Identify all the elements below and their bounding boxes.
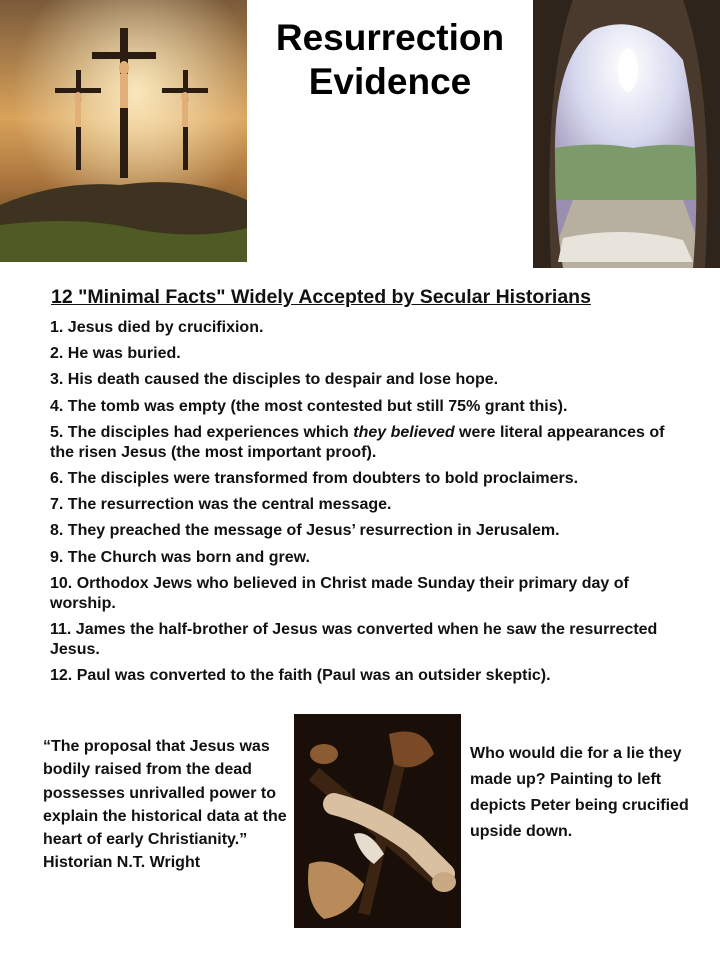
crucifixion-image	[0, 0, 247, 262]
fact-item: 12. Paul was converted to the faith (Paul was an outsider skeptic).	[50, 667, 551, 685]
fact-item: 11. James the half-brother of Jesus was converted when he saw the resurrected Jesus.	[50, 620, 658, 658]
fact-emphasis: they believed	[353, 423, 455, 441]
fact-item: 4. The tomb was empty (the most contested but still 75% grant this).	[50, 397, 568, 415]
side-note: Who would die for a lie they made up? Painting to left depicts Peter being crucified upside down.	[470, 745, 689, 840]
fact-item: 8. They preached the message of Jesus’ resurrection in Jerusalem.	[50, 522, 560, 540]
empty-tomb-image	[533, 0, 720, 268]
title-line-1: Resurrection	[275, 17, 505, 58]
page-title	[247, 16, 533, 104]
fact-item: 7. The resurrection was the central message.	[50, 496, 392, 514]
facts-list	[50, 318, 690, 692]
fact-item: 9. The Church was born and grew.	[50, 548, 310, 566]
fact-text: were literal appearances of the risen Jesus (the most important proof).	[50, 423, 665, 461]
fact-item: 3. His death caused the disciples to despair and lose hope.	[50, 371, 499, 389]
fact-item: 10. Orthodox Jews who believed in Christ made Sunday their primary day of worship.	[50, 574, 629, 612]
title-line-2: Evidence	[308, 61, 472, 102]
facts-heading: 12 "Minimal Facts" Widely Accepted by Secular Historians	[51, 286, 591, 308]
quote-attribution: Historian N.T. Wright	[43, 854, 201, 872]
fact-item: 6. The disciples were transformed from doubters to bold proclaimers.	[50, 469, 579, 487]
fact-text: 5. The disciples had experiences which	[50, 423, 354, 441]
fact-item	[50, 423, 690, 463]
peter-crucifixion-painting	[294, 714, 461, 928]
wright-quote	[43, 735, 288, 875]
quote-text: “The proposal that Jesus was bodily raised from the dead possesses unrivalled power to explain the historical data at the heart of early Christianity.”	[43, 738, 287, 849]
fact-item: 1. Jesus died by crucifixion.	[50, 319, 264, 336]
fact-item: 2. He was buried.	[50, 345, 181, 363]
